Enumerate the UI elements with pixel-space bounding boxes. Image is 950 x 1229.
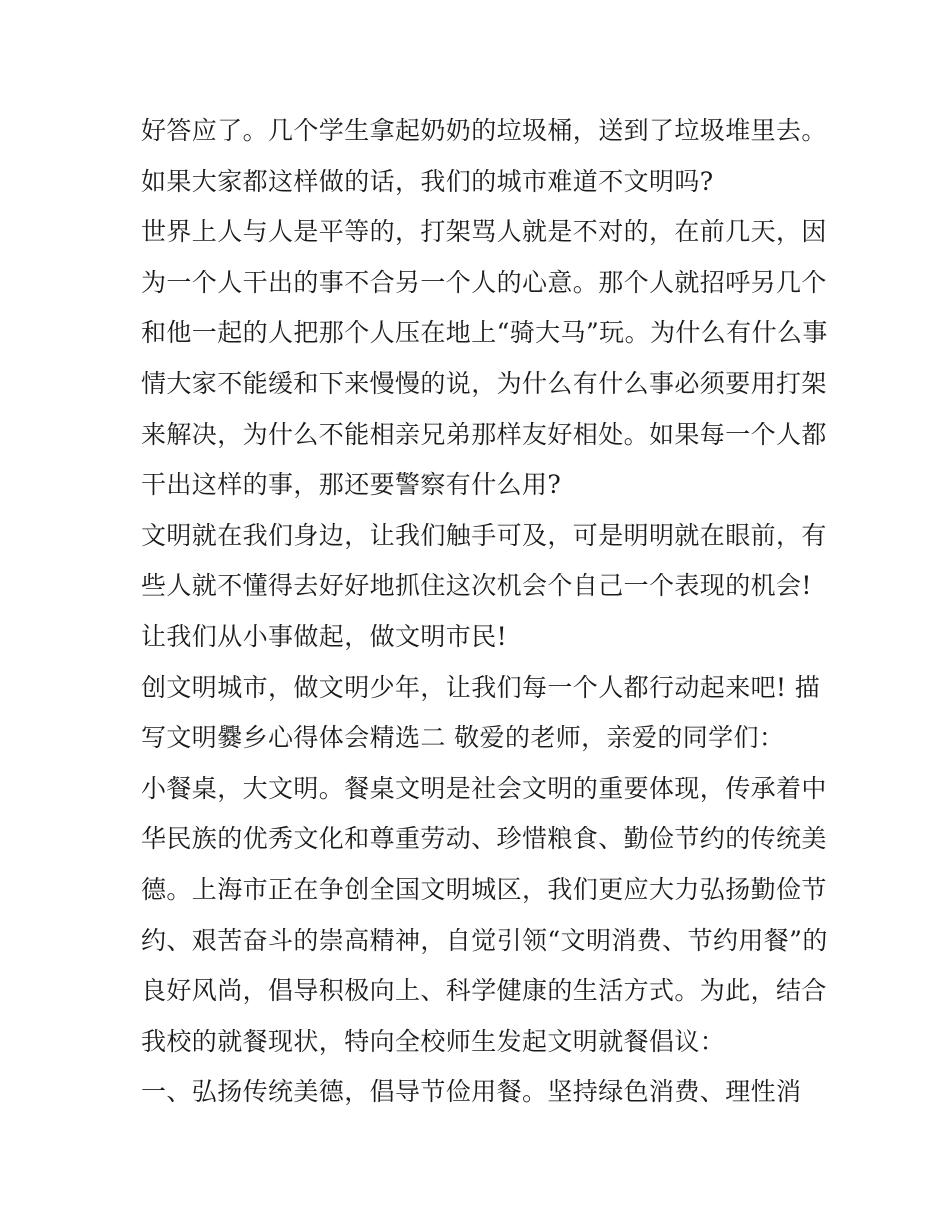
text-line: 创文明城市，做文明少年，让我们每一个人都行动起来吧! 描	[141, 672, 821, 702]
text-line: 约、艰苦奋斗的崇高精神，自觉引领“文明消费、节约用餐”的	[141, 925, 828, 955]
text-line: 华民族的优秀文化和尊重劳动、珍惜粮食、勤俭节约的传统美	[141, 824, 827, 854]
text-line: 些人就不懂得去好好地抓住这次机会个自己一个表现的机会!	[141, 571, 812, 601]
text-line: 文明就在我们身边，让我们触手可及，可是明明就在眼前，有	[141, 520, 827, 550]
text-line: 为一个人干出的事不合另一个人的心意。那个人就招呼另几个	[141, 267, 827, 297]
text-line: 好答应了。几个学生拿起奶奶的垃圾桶，送到了垃圾堆里去。	[141, 116, 827, 145]
text-line: 良好风尚，倡导积极向上、科学健康的生活方式。为此，结合	[141, 976, 827, 1006]
text-line: 德。上海市正在争创全国文明城区，我们更应大力弘扬勤俭节	[141, 874, 827, 904]
text-line: 和他一起的人把那个人压在地上“骑大马”玩。为什么有什么事	[141, 318, 828, 348]
text-line: 让我们从小事做起，做文明市民!	[141, 621, 508, 651]
text-line: 小餐桌，大文明。餐桌文明是社会文明的重要体现，传承着中	[141, 773, 827, 803]
text-line: 写文明爨乡心得体会精选二 敬爱的老师，亲爱的同学们：	[141, 723, 785, 753]
text-line: 我校的就餐现状，特向全校师生发起文明就餐倡议：	[141, 1026, 726, 1056]
text-line: 来解决，为什么不能相亲兄弟那样友好相处。如果每一个人都	[141, 419, 827, 449]
text-line: 干出这样的事，那还要警察有什么用?	[141, 470, 562, 500]
text-line: 世界上人与人是平等的，打架骂人就是不对的，在前几天，因	[141, 217, 827, 247]
body-text	[141, 106, 828, 1118]
text-line: 一、弘扬传统美德，倡导节俭用餐。坚持绿色消费、理性消	[141, 1077, 802, 1107]
text-line: 如果大家都这样做的话，我们的城市难道不文明吗?	[141, 166, 714, 196]
text-line: 情大家不能缓和下来慢慢的说，为什么有什么事必须要用打架	[141, 368, 827, 398]
